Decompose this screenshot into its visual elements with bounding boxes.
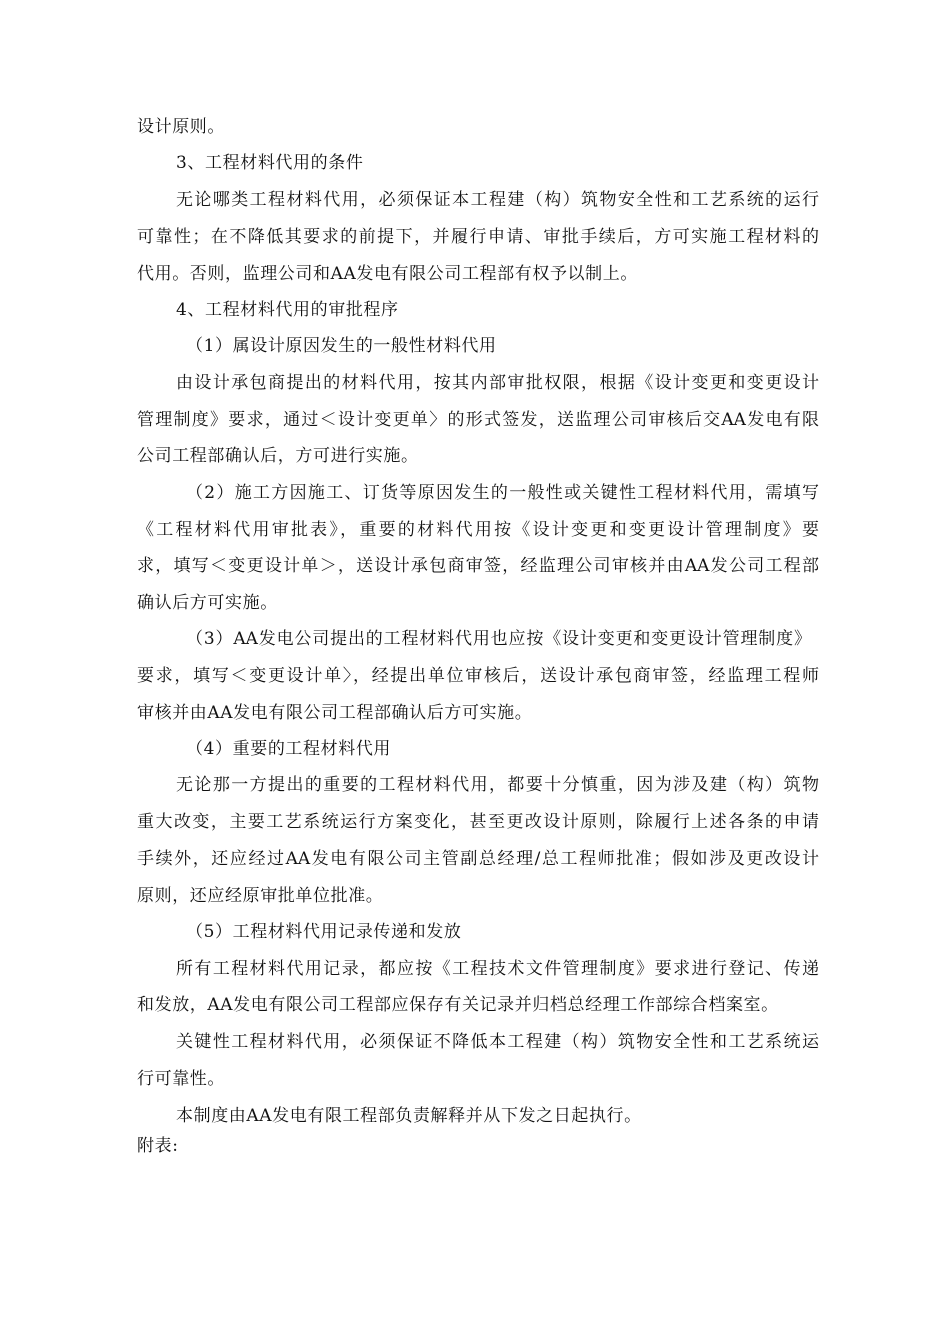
subsection-heading: （4）重要的工程材料代用 [186,739,392,759]
text-line: 确认后方可实施。 [137,593,278,613]
text-line: 审核并由AA发电有限公司工程部确认后方可实施。 [137,703,533,723]
text-line: 行可靠性。 [137,1069,225,1089]
subsection-heading: （5）工程材料代用记录传递和发放 [186,922,462,942]
text-line: 关键性工程材料代用，必须保证不降低本工程建（构）筑物安全性和工艺系统运 [176,1032,819,1052]
text-line: 代用。否则，监理公司和AA发电有限公司工程部有权予以制上。 [137,264,638,284]
text-line: 本制度由AA发电有限工程部负责解释并从下发之日起执行。 [176,1106,642,1126]
section-heading: 4、工程材料代用的审批程序 [176,300,399,320]
appendix-label: 附表: [137,1136,179,1156]
subsection-heading: （1）属设计原因发生的一般性材料代用 [186,336,497,356]
text-line: 设计原则。 [137,117,225,137]
text-line: 可靠性；在不降低其要求的前提下，并履行申请、审批手续后，方可实施工程材料的 [137,227,819,247]
text-line: 手续外，还应经过AA发电有限公司主管副总经理/总工程师批准；假如涉及更改设计 [137,849,819,869]
text-line: 《工程材料代用审批表》，重要的材料代用按《设计变更和变更设计管理制度》要 [137,520,819,540]
text-line: 管理制度》要求，通过＜设计变更单〉的形式签发，送监理公司审核后交AA发电有限 [137,410,819,430]
text-line: 公司工程部确认后，方可进行实施。 [137,446,419,466]
text-line: 和发放，AA发电有限公司工程部应保存有关记录并归档总经理工作部综合档案室。 [137,995,779,1015]
text-line: 重大改变，主要工艺系统运行方案变化，甚至更改设计原则，除履行上述各条的申请 [137,812,819,832]
text-line: 由设计承包商提出的材料代用，按其内部审批权限，根据《设计变更和变更设计 [176,373,819,393]
text-line: 原则，还应经原审批单位批准。 [137,886,384,906]
text-line: 求，填写＜变更设计单＞，送设计承包商审签，经监理公司审核并由AA发公司工程部 [137,556,819,576]
section-heading: 3、工程材料代用的条件 [176,153,364,173]
text-line: 无论哪类工程材料代用，必须保证本工程建（构）筑物安全性和工艺系统的运行 [176,190,819,210]
text-line: （2）施工方因施工、订货等原因发生的一般性或关键性工程材料代用，需填写 [186,483,819,503]
text-line: 要求，填写＜变更设计单〉，经提出单位审核后，送设计承包商审签，经监理工程师 [137,666,819,686]
text-line: 无论那一方提出的重要的工程材料代用，都要十分慎重，因为涉及建（构）筑物 [176,775,819,795]
text-line: （3）AA发电公司提出的工程材料代用也应按《设计变更和变更设计管理制度》 [186,629,811,649]
text-line: 所有工程材料代用记录，都应按《工程技术文件管理制度》要求进行登记、传递 [176,959,819,979]
